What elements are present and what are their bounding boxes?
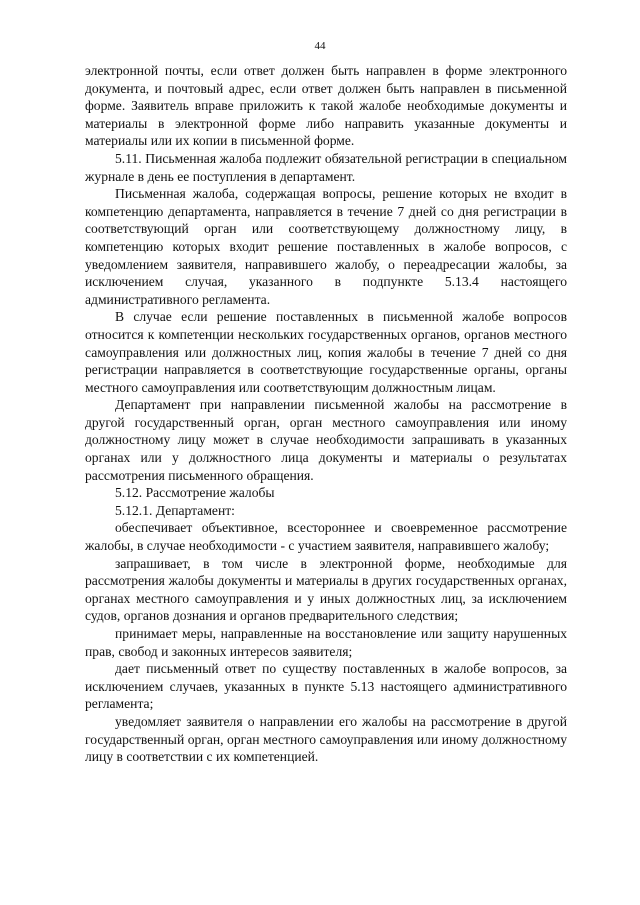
list-item: уведомляет заявителя о направлении его жалобы на рассмотрение в другой государственный орган, орган местного самоуправления или иному должностному лицу в соответствии с их компетенцией. [85, 713, 567, 765]
paragraph: В случае если решение поставленных в письменной жалобе вопросов относится к компетенции нескольких государственных органов, органов местного самоуправления или должностных лиц, копия жалобы в течение 7 дней со дня регистрации направляется в соответствующие государственные органы, органы местного самоуправления или соответствующим должностным лицам. [85, 309, 567, 395]
list-item: обеспечивает объективное, всестороннее и своевременное рассмотрение жалобы, в случае необходимости - с участием заявителя, направившего жалобу; [85, 520, 567, 554]
subsection-heading: 5.12.1. Департамент: [115, 502, 235, 518]
list-item: дает письменный ответ по существу поставленных в жалобе вопросов, за исключением случаев, указанных в пункте 5.13 настоящего административного регламента; [85, 661, 567, 712]
document-body [85, 62, 567, 766]
list-item: принимает меры, направленные на восстановление или защиту нарушенных прав, свобод и законных интересов заявителя; [85, 626, 567, 659]
list-item: запрашивает, в том числе в электронной форме, необходимые для рассмотрения жалобы документы и материалы в других государственных органах, органах местного самоуправления и у иных должностных лиц, за исключением судов, органов дознания и органов предварительного следствия; [85, 555, 567, 624]
paragraph: электронной почты, если ответ должен быть направлен в форме электронного документа, и почтовый адрес, если ответ должен быть направлен в письменной форме. Заявитель вправе приложить к такой жалобе необходимые документы и материалы в электронной форме либо направить указанные документы и материалы или их копии в письменной форме. [85, 63, 567, 149]
paragraph: Письменная жалоба, содержащая вопросы, решение которых не входит в компетенцию департамента, направляется в течение 7 дней со дня регистрации в соответствующий орган или соответствующему должностному лицу, в компетенцию которых входит решение поставленных в жалобе вопросов, с уведомлением заявителя, направившего жалобу, о переадресации жалобы, за исключением случая, указанного в подпункте 5.13.4 настоящего административного регламента. [85, 186, 567, 307]
paragraph: Департамент при направлении письменной жалобы на рассмотрение в другой государственный орган, орган местного самоуправления или иному должностному лицу может в случае необходимости запрашивать в указанных органах или у должностного лица документы и материалы о результатах рассмотрения письменного обращения. [85, 397, 567, 483]
section-heading: 5.12. Рассмотрение жалобы [115, 485, 275, 501]
page-number: 44 [314, 40, 326, 52]
paragraph: 5.11. Письменная жалоба подлежит обязательной регистрации в специальном журнале в день ее поступления в департамент. [85, 150, 567, 184]
